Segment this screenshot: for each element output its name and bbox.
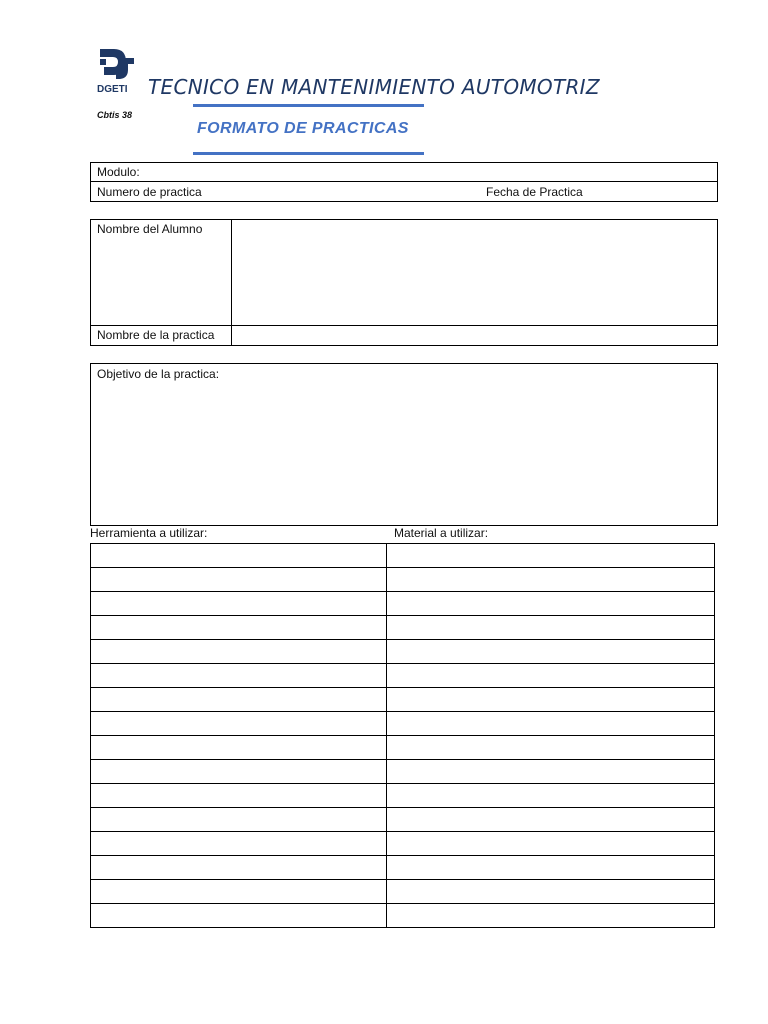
subtitle-rule-bottom [193, 152, 424, 155]
modulo-field[interactable]: Modulo: [97, 165, 140, 179]
herramienta-cell[interactable] [91, 688, 387, 712]
objetivo-box[interactable] [90, 363, 718, 526]
numero-practica-field[interactable]: Numero de practica [97, 185, 202, 199]
svg-text:DGETI: DGETI [97, 84, 128, 94]
material-cell[interactable] [387, 712, 715, 736]
table-row [91, 712, 715, 736]
page-title: TECNICO EN MANTENIMIENTO AUTOMOTRIZ [148, 75, 600, 99]
table-row [91, 664, 715, 688]
subtitle-rule-top [193, 104, 424, 107]
table-row [91, 688, 715, 712]
table-row [91, 592, 715, 616]
dgeti-logo [96, 46, 140, 94]
herramienta-cell[interactable] [91, 736, 387, 760]
herramienta-cell[interactable] [91, 616, 387, 640]
nombre-practica-field[interactable] [232, 326, 717, 345]
table-row [91, 832, 715, 856]
herramienta-label: Herramienta a utilizar: [90, 526, 208, 540]
table-row [91, 880, 715, 904]
form-subtitle: FORMATO DE PRACTICAS [197, 120, 409, 137]
herramienta-cell[interactable] [91, 592, 387, 616]
herramienta-cell[interactable] [91, 544, 387, 568]
table-row [91, 808, 715, 832]
table-row [91, 544, 715, 568]
material-cell[interactable] [387, 640, 715, 664]
herramienta-cell[interactable] [91, 568, 387, 592]
herramienta-cell[interactable] [91, 856, 387, 880]
table-row [91, 736, 715, 760]
fecha-practica-field[interactable]: Fecha de Practica [486, 185, 583, 199]
table-row [91, 640, 715, 664]
material-cell[interactable] [387, 592, 715, 616]
herramienta-cell[interactable] [91, 880, 387, 904]
herramienta-cell[interactable] [91, 712, 387, 736]
nombre-alumno-label: Nombre del Alumno [97, 222, 203, 236]
herramienta-cell[interactable] [91, 784, 387, 808]
material-cell[interactable] [387, 760, 715, 784]
herramienta-cell[interactable] [91, 832, 387, 856]
material-cell[interactable] [387, 664, 715, 688]
table-row [91, 760, 715, 784]
herramienta-cell[interactable] [91, 808, 387, 832]
material-cell[interactable] [387, 544, 715, 568]
table-row [91, 904, 715, 928]
school-name: Cbtis 38 [97, 110, 133, 120]
material-cell[interactable] [387, 832, 715, 856]
material-cell[interactable] [387, 568, 715, 592]
herramienta-cell[interactable] [91, 760, 387, 784]
herramienta-cell[interactable] [91, 904, 387, 928]
tools-materials-table [90, 543, 715, 928]
material-cell[interactable] [387, 904, 715, 928]
material-cell[interactable] [387, 880, 715, 904]
material-cell[interactable] [387, 808, 715, 832]
material-cell[interactable] [387, 688, 715, 712]
herramienta-cell[interactable] [91, 664, 387, 688]
table-row [91, 568, 715, 592]
herramienta-cell[interactable] [91, 640, 387, 664]
nombre-alumno-field[interactable] [232, 220, 717, 325]
nombre-practica-label: Nombre de la practica [97, 328, 215, 342]
table-row [91, 784, 715, 808]
material-cell[interactable] [387, 616, 715, 640]
table-row [91, 856, 715, 880]
info-divider [90, 181, 718, 182]
objetivo-label: Objetivo de la practica: [97, 367, 220, 381]
material-cell[interactable] [387, 736, 715, 760]
material-label: Material a utilizar: [394, 526, 489, 540]
table-row [91, 616, 715, 640]
material-cell[interactable] [387, 784, 715, 808]
material-cell[interactable] [387, 856, 715, 880]
